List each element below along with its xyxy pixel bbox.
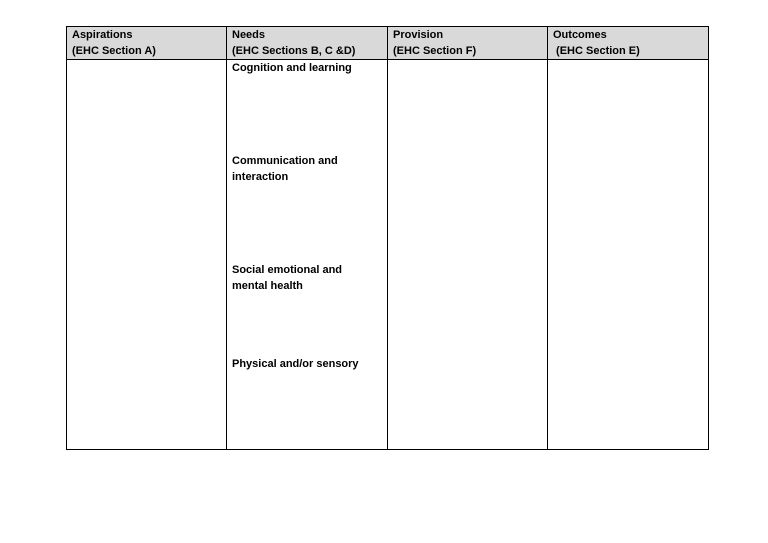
need-social-emotional-mental-health: Social emotional and mental health: [232, 264, 343, 292]
header-outcomes-title: Outcomes: [553, 29, 607, 41]
header-needs-section: (EHC Sections B, C &D): [232, 45, 356, 57]
header-aspirations-title: Aspirations: [72, 29, 133, 41]
need-physical-sensory: Physical and/or sensory: [232, 358, 359, 370]
header-needs: [227, 27, 388, 60]
header-provision-section: (EHC Section F): [393, 45, 477, 57]
aspirations-cell[interactable]: [67, 60, 227, 450]
table-body: [67, 60, 709, 450]
outcomes-cell[interactable]: [548, 60, 709, 450]
table-header: [67, 27, 709, 60]
header-needs-title: Needs: [232, 29, 266, 41]
needs-cell[interactable]: [227, 60, 388, 450]
header-aspirations-section: (EHC Section A): [72, 45, 156, 57]
provision-cell[interactable]: [388, 60, 548, 450]
header-row: [67, 27, 709, 60]
need-cognition-learning: Cognition and learning: [232, 62, 352, 74]
header-outcomes-section: (EHC Section E): [553, 45, 640, 57]
header-provision-title: Provision: [393, 29, 444, 41]
header-outcomes: [548, 27, 709, 60]
table-row: [67, 60, 709, 450]
header-provision: [388, 27, 548, 60]
header-aspirations: [67, 27, 227, 60]
need-communication-interaction: Communication and interaction: [232, 155, 338, 183]
ehc-planning-table: [66, 26, 709, 450]
